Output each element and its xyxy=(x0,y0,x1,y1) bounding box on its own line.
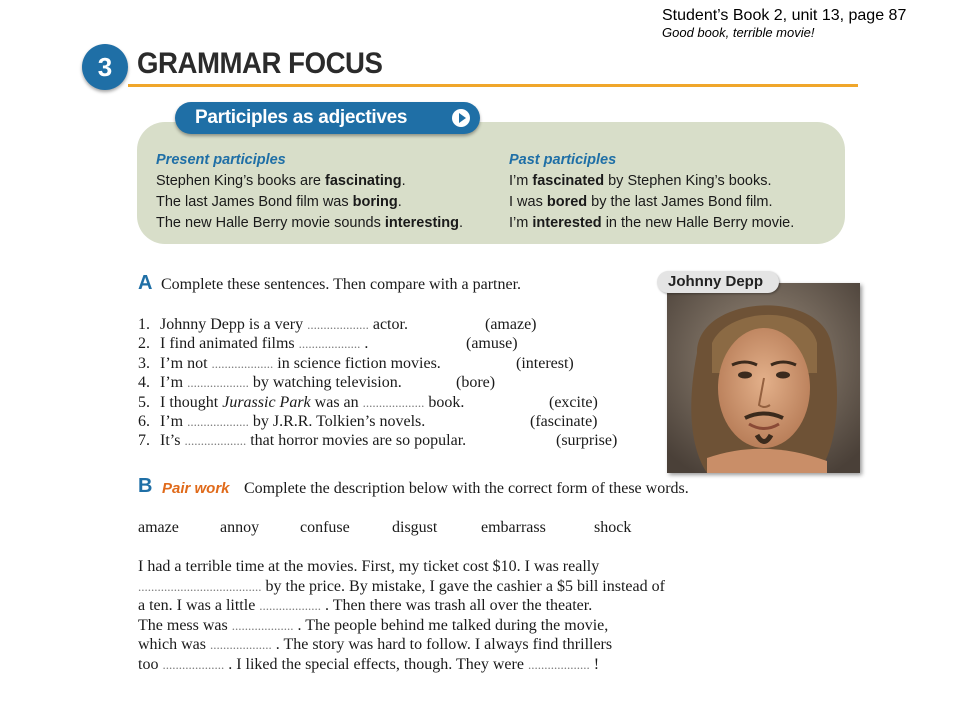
answer-blank[interactable]: ................... xyxy=(199,578,262,594)
item-text: by watching television. xyxy=(248,374,402,392)
answer-blank[interactable]: ................... xyxy=(211,355,274,371)
example-text: by the last James Bond film. xyxy=(587,194,773,210)
paragraph-text: a ten. I was a little xyxy=(138,597,260,615)
answer-blank[interactable]: ................... xyxy=(259,598,322,614)
example-text: . xyxy=(401,173,406,189)
item-hint: (fascinate) xyxy=(530,412,598,430)
past-example-row xyxy=(509,213,794,234)
paragraph-text: ! xyxy=(589,655,600,673)
paragraph-line xyxy=(138,557,665,577)
participle-bold: bored xyxy=(546,194,588,210)
grammar-heading: Participles as adjectives xyxy=(195,107,408,128)
portrait-image xyxy=(667,283,860,473)
example-text: I’m xyxy=(509,173,533,189)
item-hint: (bore) xyxy=(456,374,496,392)
exercise-a-item xyxy=(138,393,598,412)
participle-bold: fascinated xyxy=(532,173,605,189)
exercise-a-item xyxy=(138,354,574,373)
example-text: in the new Halle Berry movie. xyxy=(601,215,795,231)
example-text: . xyxy=(459,215,464,231)
item-text: It’s xyxy=(160,432,185,450)
exercise-a-instruction: Complete these sentences. Then compare with a partner. xyxy=(161,276,522,293)
present-example-row xyxy=(156,213,463,234)
item-number: 3. xyxy=(138,354,150,372)
answer-blank[interactable]: ................... xyxy=(362,394,425,410)
example-text: The new Halle Berry movie sounds xyxy=(156,215,385,231)
item-number: 2. xyxy=(138,335,150,353)
example-text: The last James Bond film was xyxy=(156,194,353,210)
item-text: Johnny Depp is a very xyxy=(160,316,308,333)
participle-bold: interesting xyxy=(384,215,460,231)
word-bank-6: shock xyxy=(594,519,632,536)
participle-bold: boring xyxy=(352,194,398,210)
present-participles-heading: Present participles xyxy=(156,152,286,168)
item-hint: (amaze) xyxy=(485,316,537,333)
section-number-badge: 3 xyxy=(82,44,128,90)
item-number: 1. xyxy=(138,316,150,333)
present-example-row xyxy=(156,171,463,192)
item-number: 4. xyxy=(138,374,150,392)
word-bank-1: amaze xyxy=(138,519,179,536)
answer-blank[interactable]: ................... xyxy=(138,578,200,594)
past-participles-heading: Past participles xyxy=(509,152,617,168)
play-arrow-icon[interactable] xyxy=(452,109,470,127)
answer-blank[interactable]: ................... xyxy=(162,656,225,672)
exercise-a-item xyxy=(138,334,518,353)
pair-work-label: Pair work xyxy=(162,480,230,497)
item-text: I’m xyxy=(160,374,188,392)
item-text: in science fiction movies. xyxy=(273,354,441,372)
answer-blank[interactable]: ................... xyxy=(307,317,369,332)
item-text: I find animated films xyxy=(160,335,299,353)
example-text: Stephen King’s books are xyxy=(156,173,326,189)
item-text: by J.R.R. Tolkien’s novels. xyxy=(248,412,426,430)
answer-blank[interactable]: ................... xyxy=(187,413,249,429)
paragraph-text: The mess was xyxy=(138,616,232,634)
exercise-b-instruction: Complete the description below with the correct form of these words. xyxy=(244,480,689,497)
paragraph-text: too xyxy=(138,655,163,673)
exercise-a-letter: A xyxy=(138,272,153,294)
portrait-photo xyxy=(667,283,860,473)
photo-caption: Johnny Depp xyxy=(668,273,764,290)
unit-subtitle: Good book, terrible movie! xyxy=(662,25,815,41)
answer-blank[interactable]: ................... xyxy=(231,617,294,633)
word-bank-3: confuse xyxy=(300,519,350,536)
paragraph-text: . I liked the special effects, though. They were xyxy=(224,655,528,673)
example-text: I was xyxy=(509,194,547,210)
item-hint: (surprise) xyxy=(556,432,618,450)
item-text: actor. xyxy=(368,316,408,333)
exercise-a-item xyxy=(138,412,598,431)
past-example-row xyxy=(509,171,794,192)
exercise-b-letter: B xyxy=(138,475,153,497)
participle-bold: interested xyxy=(532,215,602,231)
photo-caption-tag xyxy=(657,271,779,293)
exercise-a-item xyxy=(138,431,618,450)
item-text: I thought xyxy=(160,393,223,411)
item-hint: (amuse) xyxy=(466,335,518,353)
paragraph-text: . Then there was trash all over the theater. xyxy=(321,597,593,615)
item-text: that horror movies are so popular. xyxy=(246,432,467,450)
word-bank-5: embarrass xyxy=(481,519,546,536)
past-example-row xyxy=(509,192,794,213)
item-hint: (excite) xyxy=(549,393,598,411)
paragraph-line xyxy=(138,577,665,597)
item-text: . xyxy=(360,335,369,353)
exercise-a-item xyxy=(138,315,537,334)
item-title-italic: Jurassic Park xyxy=(222,393,311,411)
past-participles-column xyxy=(509,150,794,234)
example-text: by Stephen King’s books. xyxy=(604,173,772,189)
present-participles-column xyxy=(156,150,463,234)
item-text: I’m not xyxy=(160,354,212,372)
item-number: 5. xyxy=(138,393,150,411)
answer-blank[interactable]: ................... xyxy=(209,637,272,653)
answer-blank[interactable]: ................... xyxy=(184,433,247,449)
example-text: I’m xyxy=(509,215,533,231)
paragraph-line xyxy=(138,596,665,616)
title-divider xyxy=(128,84,858,87)
word-bank-4: disgust xyxy=(392,519,438,536)
participle-bold: fascinating xyxy=(325,173,402,189)
book-reference: Student’s Book 2, unit 13, page 87 xyxy=(662,7,907,24)
paragraph-text: . The people behind me talked during the movie, xyxy=(293,616,609,634)
paragraph-text: which was xyxy=(138,636,210,654)
paragraph-line xyxy=(138,635,665,655)
answer-blank[interactable]: ................... xyxy=(527,656,590,672)
item-number: 7. xyxy=(138,432,150,450)
example-text: . xyxy=(397,194,402,210)
item-number: 6. xyxy=(138,412,150,430)
answer-blank[interactable]: ................... xyxy=(187,375,249,391)
paragraph-text: . The story was hard to follow. I always find thrillers xyxy=(271,636,613,654)
section-title: GRAMMAR FOCUS xyxy=(137,47,383,80)
paragraph-text: I had a terrible time at the movies. First, my ticket cost $10. I was really xyxy=(138,558,600,575)
item-text: I’m xyxy=(160,412,188,430)
exercise-b-paragraph xyxy=(138,557,665,675)
item-hint: (interest) xyxy=(516,354,574,372)
item-text: was an xyxy=(310,393,363,411)
paragraph-line xyxy=(138,655,665,675)
word-bank-2: annoy xyxy=(220,519,260,536)
grammar-heading-pill[interactable] xyxy=(175,102,480,134)
paragraph-text: by the price. By mistake, I gave the cashier a $5 bill instead of xyxy=(261,577,665,595)
answer-blank[interactable]: ................... xyxy=(298,336,361,352)
present-example-row xyxy=(156,192,463,213)
item-text: book. xyxy=(424,393,465,411)
exercise-a-list xyxy=(138,315,618,451)
exercise-a-item xyxy=(138,373,496,392)
page-reference xyxy=(662,6,906,41)
paragraph-line xyxy=(138,616,665,636)
